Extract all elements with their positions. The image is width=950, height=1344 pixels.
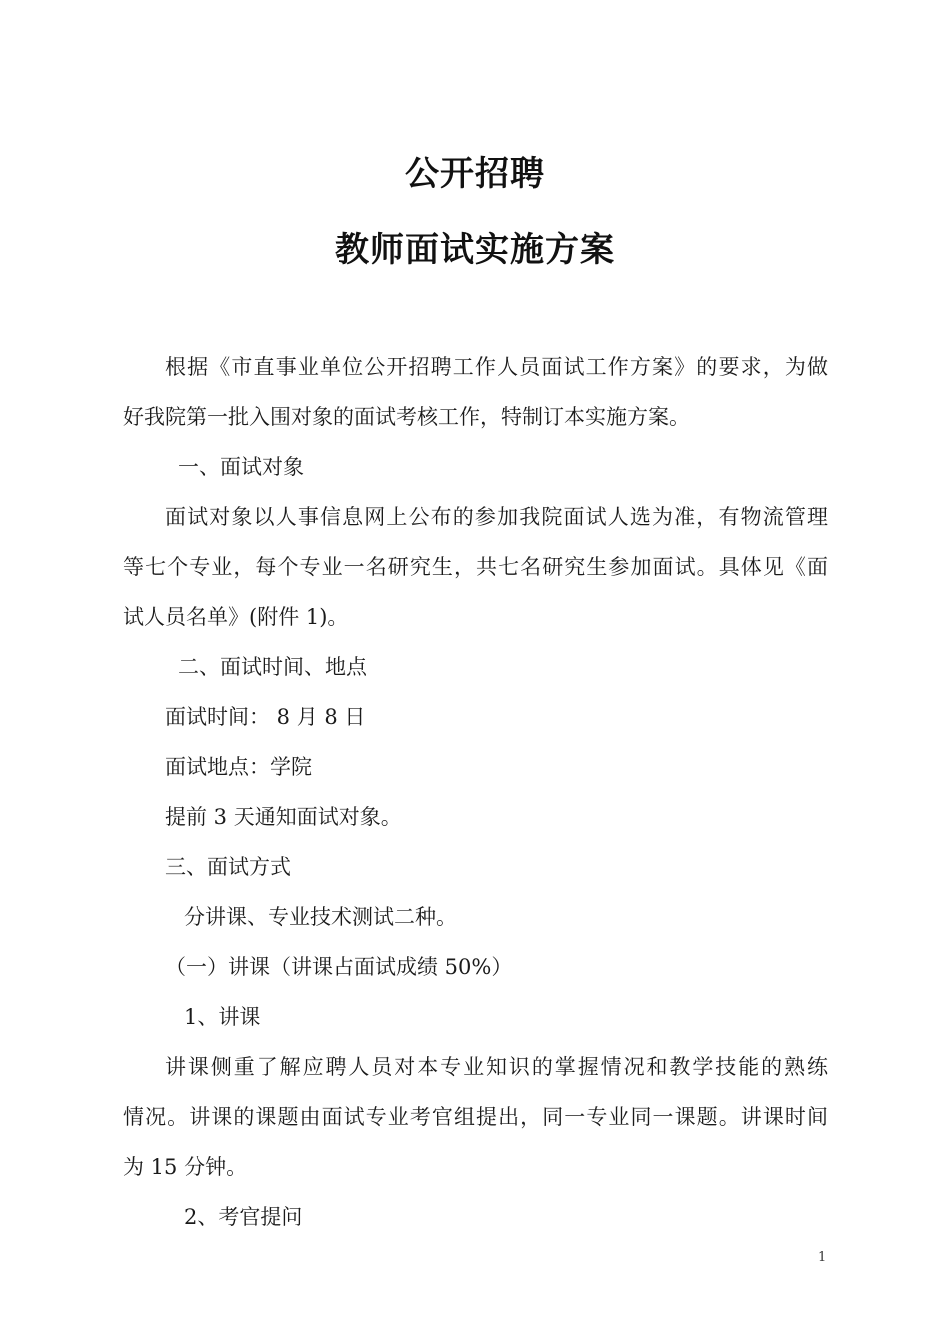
- section-heading: 三、面试方式: [165, 855, 291, 879]
- item-heading: 2、考官提问: [184, 1205, 303, 1229]
- paragraph-line: 讲课侧重了解应聘人员对本专业知识的掌握情况和教学技能的熟练: [165, 1055, 828, 1079]
- page-number: 1: [818, 1250, 827, 1265]
- paragraph-line: 好我院第一批入围对象的面试考核工作，特制订本实施方案。: [123, 405, 690, 429]
- document-title-line-2: 教师面试实施方案: [335, 230, 615, 270]
- section-heading: 一、面试对象: [178, 455, 304, 479]
- document-title-line-1: 公开招聘: [405, 154, 545, 194]
- paragraph-line: 试人员名单》(附件 1)。: [123, 605, 349, 629]
- paragraph-line: 等七个专业，每个专业一名研究生，共七名研究生参加面试。具体见《面: [123, 555, 828, 579]
- paragraph-line: 面试地点：学院: [165, 755, 312, 779]
- item-heading: 1、讲课: [184, 1005, 261, 1029]
- paragraph-line: 根据《市直事业单位公开招聘工作人员面试工作方案》的要求，为做: [165, 355, 828, 379]
- subsection-heading: （一）讲课（讲课占面试成绩 50%）: [165, 955, 513, 979]
- paragraph-line: 分讲课、专业技术测试二种。: [184, 905, 457, 929]
- paragraph-line: 提前 3 天通知面试对象。: [165, 805, 402, 829]
- paragraph-line: 情况。讲课的课题由面试专业考官组提出，同一专业同一课题。讲课时间: [123, 1105, 828, 1129]
- paragraph-line: 面试时间： 8 月 8 日: [165, 705, 366, 729]
- section-heading: 二、面试时间、地点: [178, 655, 367, 679]
- paragraph-line: 为 15 分钟。: [123, 1155, 248, 1179]
- paragraph-line: 面试对象以人事信息网上公布的参加我院面试人选为准，有物流管理: [165, 505, 828, 529]
